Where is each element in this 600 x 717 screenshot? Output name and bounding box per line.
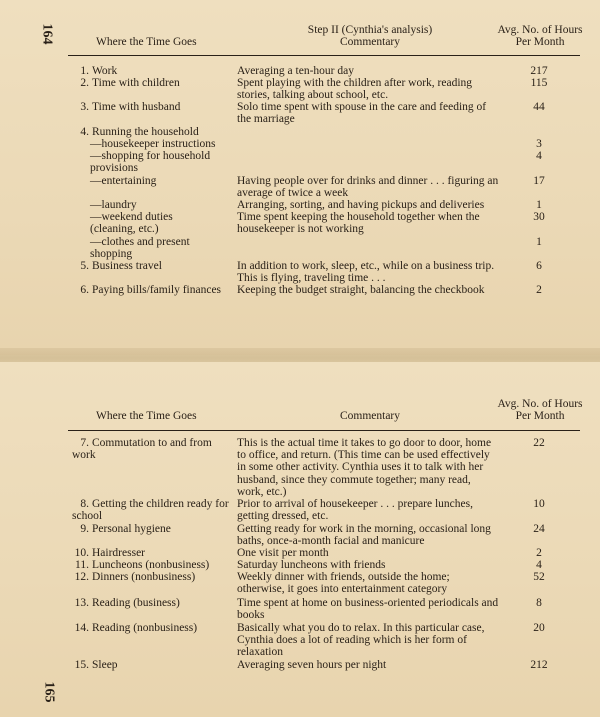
row-number: 14. <box>74 622 89 634</box>
row-commentary: This is the actual time it takes to go door to door, home to office, and return. (This time can be used effectively in some other activity. Cynthia uses it to talk with her husband, since they commute together; many read, work, etc.) <box>237 437 492 498</box>
header-hours-line2: Per Month <box>515 410 565 422</box>
row-commentary: Saturday luncheons with friends <box>237 559 386 571</box>
row-hours: 2 <box>536 547 542 559</box>
row-commentary: Weekly dinner with friends, outside the home; otherwise, it goes into entertainment category <box>237 571 450 596</box>
row-hours: 1 <box>536 199 542 211</box>
row-hours: 24 <box>533 523 545 535</box>
row-number: 7. <box>80 437 89 449</box>
page-number-top: 164 <box>39 23 55 45</box>
row-item: —entertaining <box>90 175 157 187</box>
row-hours: 3 <box>536 138 542 150</box>
row-hours: 4 <box>536 559 542 571</box>
row-item: Hairdresser <box>92 547 146 559</box>
header-where-time-goes: Where the Time Goes <box>96 410 197 422</box>
row-number: 3. <box>80 101 89 113</box>
row-commentary: Arranging, sorting, and having pickups and deliveries <box>237 199 485 211</box>
row-item: Time with children <box>92 77 180 89</box>
row-hours: 115 <box>530 77 548 89</box>
row-number: 10. <box>74 547 89 559</box>
row-number: 1. <box>80 65 89 77</box>
header-commentary: Commentary <box>339 36 401 48</box>
header-step: Step II (Cynthia's analysis) <box>307 24 433 36</box>
row-hours: 10 <box>533 498 545 510</box>
row-hours: 4 <box>536 150 542 162</box>
row-commentary: Keeping the budget straight, balancing the checkbook <box>237 284 485 296</box>
row-hours: 1 <box>536 236 542 248</box>
row-hours: 217 <box>530 65 548 77</box>
header-where-time-goes: Where the Time Goes <box>96 36 197 48</box>
header-rule <box>68 55 580 56</box>
row-commentary: In addition to work, sleep, etc., while on a business trip. This is flying, traveling time . . . <box>237 260 495 285</box>
row-item: Personal hygiene <box>92 523 171 535</box>
row-hours: 17 <box>533 175 545 187</box>
row-item: Sleep <box>92 659 118 671</box>
top-page <box>0 0 600 355</box>
bottom-page <box>0 362 600 717</box>
row-hours: 52 <box>533 571 545 583</box>
row-commentary: Prior to arrival of housekeeper . . . prepare lunches, getting dressed, etc. <box>237 498 473 523</box>
row-hours: 6 <box>536 260 542 272</box>
row-number: 15. <box>74 659 89 671</box>
row-item: Running the household <box>92 126 199 138</box>
row-number: 5. <box>80 260 89 272</box>
header-hours-line2: Per Month <box>515 36 565 48</box>
row-commentary: One visit per month <box>237 547 329 559</box>
row-hours: 20 <box>533 622 545 634</box>
row-commentary: Basically what you do to relax. In this particular case, Cynthia does a lot of reading which is her form of relaxation <box>237 622 485 659</box>
row-number: 4. <box>80 126 89 138</box>
row-hours: 2 <box>536 284 542 296</box>
header-hours-line1: Avg. No. of Hours <box>497 24 583 36</box>
header-commentary: Commentary <box>339 410 401 422</box>
row-commentary: Solo time spent with spouse in the care and feeding of the marriage <box>237 101 487 126</box>
row-hours: 44 <box>533 101 545 113</box>
row-item: Business travel <box>92 260 162 272</box>
header-hours-line1: Avg. No. of Hours <box>497 398 583 410</box>
row-item: Dinners (nonbusiness) <box>92 571 196 583</box>
row-commentary: Time spent keeping the household together when the housekeeper is not working <box>237 211 480 236</box>
row-commentary: Having people over for drinks and dinner . . . figuring an average of twice a week <box>237 175 499 200</box>
row-hours: 212 <box>530 659 548 671</box>
row-hours: 30 <box>533 211 545 223</box>
row-item: —laundry <box>90 199 137 211</box>
row-number: 12. <box>74 571 89 583</box>
row-item: —clothes and present shopping <box>90 236 190 261</box>
row-item: —weekend duties (cleaning, etc.) <box>90 211 173 236</box>
row-commentary: Spent playing with the children after work, reading stories, talking about school, etc. <box>237 77 473 102</box>
row-number: 8. <box>80 498 89 510</box>
row-item: —shopping for household provisions <box>90 150 211 175</box>
row-item: Reading (business) <box>92 597 180 609</box>
row-commentary: Time spent at home on business-oriented periodicals and books <box>237 597 499 622</box>
row-commentary: Getting ready for work in the morning, occasional long baths, once-a-month facial and manicure <box>237 523 491 548</box>
row-item: Time with husband <box>92 101 181 113</box>
row-commentary: Averaging a ten-hour day <box>237 65 354 77</box>
row-item: —housekeeper instructions <box>90 138 216 150</box>
row-number: 13. <box>74 597 89 609</box>
row-number: 11. <box>75 559 89 571</box>
row-item: Work <box>92 65 118 77</box>
row-item: Paying bills/family finances <box>92 284 222 296</box>
row-hours: 22 <box>533 437 545 449</box>
header-rule <box>68 430 580 431</box>
row-item: Luncheons (nonbusiness) <box>92 559 210 571</box>
row-number: 2. <box>80 77 89 89</box>
row-item: Getting the children ready for school <box>72 498 229 523</box>
row-item: Commutation to and from work <box>72 437 212 462</box>
row-item: Reading (nonbusiness) <box>92 622 198 634</box>
row-number: 6. <box>80 284 89 296</box>
page-number-bottom: 165 <box>41 681 57 703</box>
row-number: 9. <box>80 523 89 535</box>
row-commentary: Averaging seven hours per night <box>237 659 387 671</box>
row-hours: 8 <box>536 597 542 609</box>
